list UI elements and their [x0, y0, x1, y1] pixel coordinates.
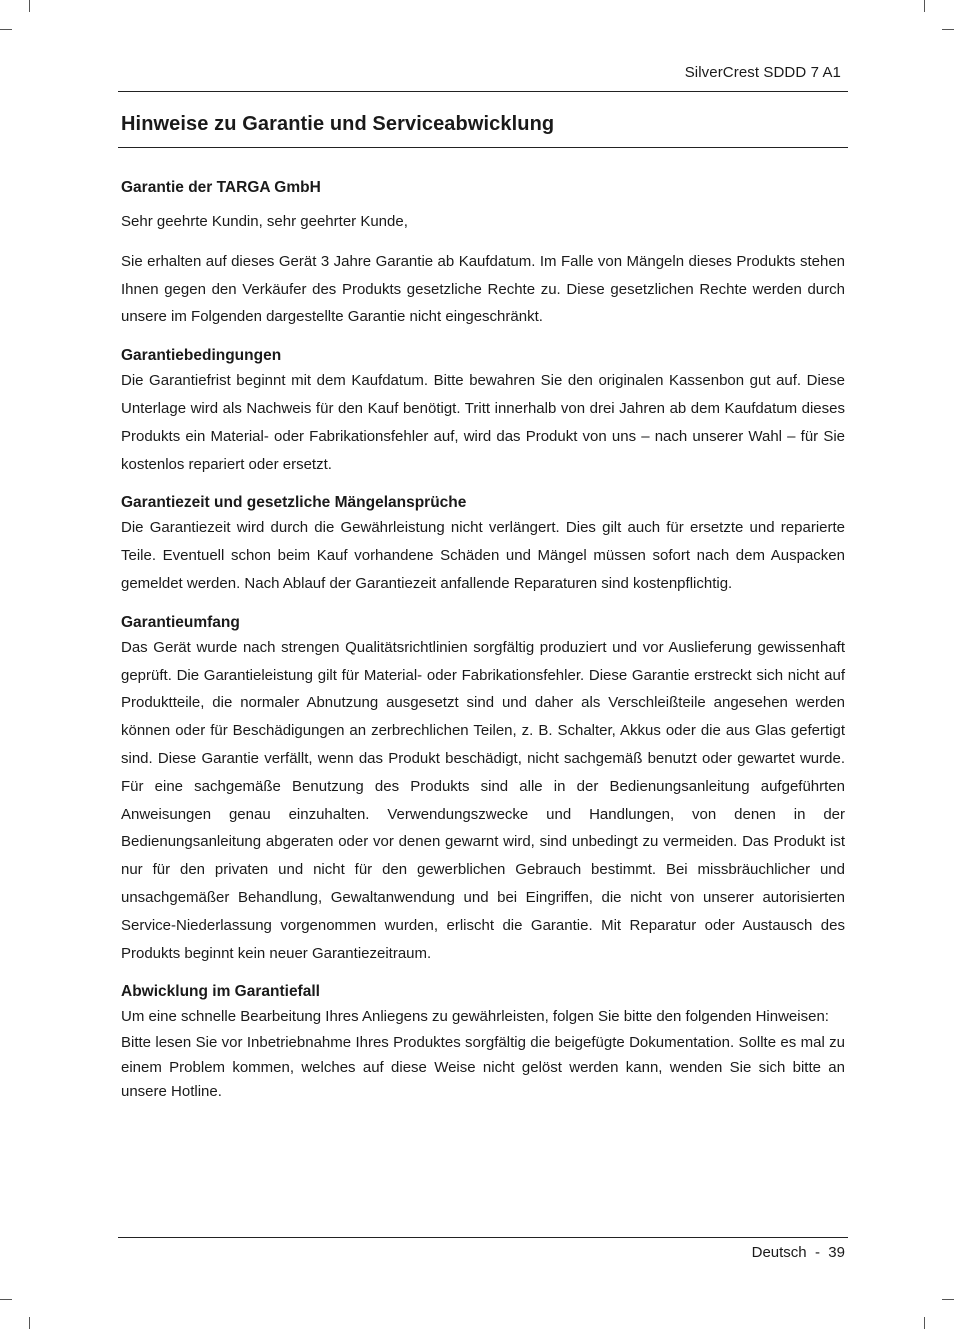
crop-mark [29, 1317, 30, 1329]
header-product-name: SilverCrest SDDD 7 A1 [684, 64, 841, 81]
footer-rule [118, 1237, 848, 1238]
crop-mark [924, 1317, 925, 1329]
section-scope [121, 612, 845, 968]
crop-mark [29, 0, 30, 12]
crop-mark [924, 0, 925, 12]
indented-note: Bitte lesen Sie vor Inbetriebnahme Ihres Produktes sorgfältig die beigefügte Dokumentation. Sollte es mal zu einem Problem kommen, welches auf diese Weise nicht gelöst werden kann, wenden Sie sich bitte an unsere Hotline. [121, 1034, 845, 1101]
crop-mark [942, 1299, 954, 1300]
section-paragraph: Sie erhalten auf dieses Gerät 3 Jahre Garantie ab Kaufdatum. Im Falle von Mängeln dieses Produkts stehen Ihnen gegen den Verkäufer des Produkts gesetzliche Rechte zu. Diese gesetzlichen Rechte werden durch unsere im Folgenden dargestellte Garantie nicht eingeschränkt. [121, 252, 845, 326]
section-claim [121, 981, 845, 1104]
section-paragraph: Die Garantiezeit wird durch die Gewährleistung nicht verlängert. Dies gilt auch für ersetzte und reparierte Teile. Eventuell schon beim Kauf vorhandene Schäden und Mängel müssen sofort nach dem Auspacken gemeldet werden. Nach Ablauf der Garantiezeit anfallende Reparaturen sind kostenpflichtig. [121, 519, 845, 592]
section-paragraph: Die Garantiefrist beginnt mit dem Kaufdatum. Bitte bewahren Sie den originalen Kassenbon gut auf. Diese Unterlage wird als Nachweis für den Kauf benötigt. Tritt innerhalb von drei Jahren ab dem Kaufdatum dieses Produkts ein Material- oder Fabrikationsfehler auf, wird das Produkt von uns – nach unserer Wahl – für Sie kostenlos repariert oder ersetzt. [121, 372, 845, 473]
crop-mark [942, 29, 954, 30]
section-conditions [121, 345, 845, 478]
section-heading: Garantiezeit und gesetzliche Mängelansprüche [121, 494, 467, 512]
section-heading: Abwicklung im Garantiefall [121, 983, 320, 1001]
section-period [121, 492, 845, 597]
crop-mark [0, 29, 12, 30]
document-body [121, 177, 845, 1119]
section-paragraph: Um eine schnelle Bearbeitung Ihres Anliegens zu gewährleisten, folgen Sie bitte den folgenden Hinweisen: [121, 1008, 829, 1026]
section-paragraph: Das Gerät wurde nach strengen Qualitätsrichtlinien sorgfältig produziert und vor Auslieferung gewissenhaft geprüft. Die Garantieleistung gilt für Material- oder Fabrikationsfehler. Diese Garantie erstreckt sich nicht auf Produktteile, die normaler Abnutzung ausgesetzt sind und daher als Verschleißteile angesehen werden können oder für Beschädigungen an zerbrechlichen Teilen, z. B. Schalter, Akkus oder die aus Glas gefertigt sind. Diese Garantie verfällt, wenn das Produkt beschädigt, nicht sachgemäß benutzt oder gewartet wurde. Für eine sachgemäße Benutzung des Produkts sind alle in der Bedienungsanleitung aufgeführten Anweisungen genau einzuhalten. Verwendungszwecke und Handlungen, von denen in der Bedienungsanleitung abgeraten oder vor denen gewarnt wird, sind unbedingt zu vermeiden. Das Produkt ist nur für den privaten und nicht für den gewerblichen Gebrauch bestimmt. Bei missbräuchlicher und unsachgemäßer Behandlung, Gewaltanwendung und bei Eingriffen, die nicht von unserer autorisierten Service-Niederlassung vorgenommen wurden, erlischt die Garantie. Mit Reparatur oder Austausch des Produkts beginnt kein neuer Garantiezeitraum. [121, 638, 845, 962]
footer-page-number: Deutsch - 39 [751, 1244, 845, 1261]
salutation: Sehr geehrte Kundin, sehr geehrter Kunde, [121, 213, 408, 230]
section-warranty [121, 177, 845, 331]
section-heading: Garantiebedingungen [121, 347, 282, 365]
header-rule [118, 91, 848, 92]
page-title: Hinweise zu Garantie und Serviceabwicklung [121, 113, 555, 135]
title-rule [118, 147, 848, 148]
crop-mark [0, 1299, 12, 1300]
section-heading: Garantieumfang [121, 613, 240, 631]
section-heading: Garantie der TARGA GmbH [121, 179, 321, 196]
